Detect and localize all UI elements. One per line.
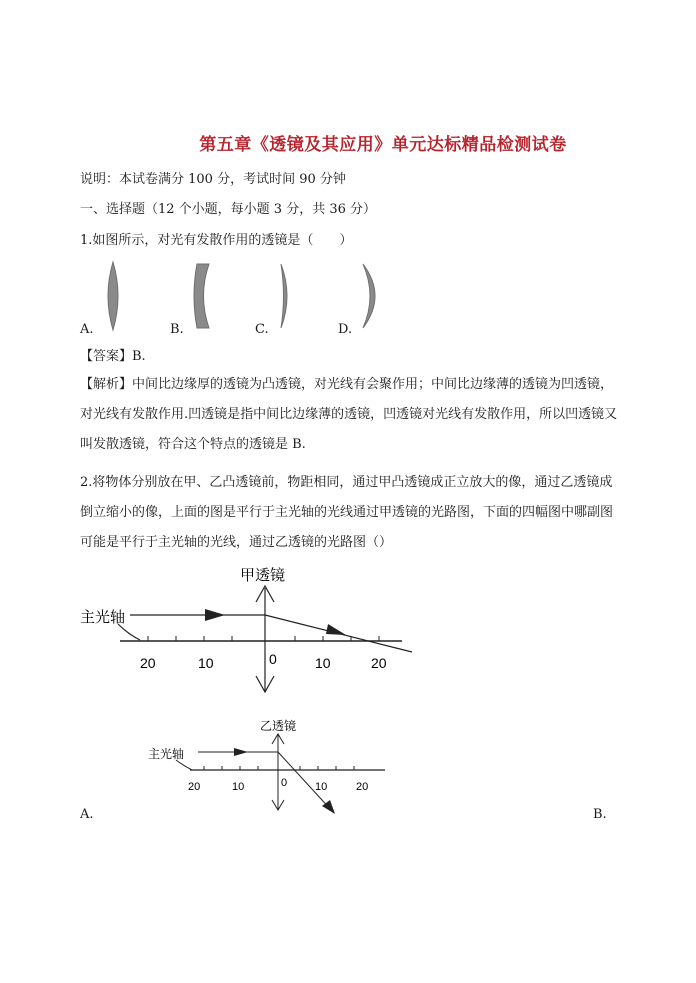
- axis-pointer-1: [118, 624, 140, 640]
- tick-label: 20: [140, 655, 156, 671]
- lens-b-concave: [194, 264, 209, 328]
- question-2: 2.将物体分别放在甲、乙凸透镜前，物距相同，通过甲凸透镜成正立放大的像，通过乙透镜成倒立缩小的像，上面的图是平行于主光轴的光线通过甲透镜的光路图，下面的四幅图中哪副图可能是平行于主光轴的光线，通过乙透镜的光路图（）: [80, 475, 614, 550]
- lens-a-convex: [108, 262, 118, 330]
- tick-label: 0: [269, 651, 277, 667]
- tick-label: 20: [356, 781, 369, 793]
- lens-d-meniscus: [363, 264, 375, 328]
- analysis-1: 【解析】中间比边缘厚的透镜为凸透镜，对光线有会聚作用；中间比边缘薄的透镜为凹透镜，对光线有发散作用.凹透镜是指中间比边缘薄的透镜，凹透镜对光线有发散作用，所以凹透镜又叫发散透镜，符合这个特点的透镜是 B.: [80, 377, 618, 452]
- section-heading: 一、选择题（12 个小题，每小题 3 分，共 36 分）: [80, 202, 377, 217]
- option-a-label: A.: [80, 322, 94, 337]
- ray-arrow-1: [205, 609, 225, 621]
- question-1: 1.如图所示，对光有发散作用的透镜是（ ）: [80, 233, 353, 248]
- tick-label: 10: [315, 781, 328, 793]
- ray-arrow-3: [234, 748, 248, 756]
- lens-yi-diagram: [140, 712, 390, 822]
- exam-note: 说明：本试卷满分 100 分，考试时间 90 分钟: [80, 172, 346, 187]
- tick-label: 10: [315, 655, 331, 671]
- lens-yi-label: 乙透镜: [260, 719, 297, 733]
- tick-label: 20: [188, 781, 201, 793]
- option-c-label: C.: [255, 322, 269, 337]
- axis-label-1: 主光轴: [80, 609, 126, 626]
- lens-jia-label: 甲透镜: [240, 567, 286, 584]
- tick-label: 0: [281, 777, 288, 789]
- option-b-label: B.: [170, 322, 184, 337]
- q2-option-a-label: A.: [80, 807, 94, 822]
- ray-arrow-2: [326, 624, 346, 635]
- lens-c-plano-convex: [281, 264, 287, 328]
- q2-option-b-label: B.: [593, 807, 607, 822]
- page-title: 第五章《透镜及其应用》单元达标精品检测试卷: [199, 135, 567, 155]
- axis-label-2: 主光轴: [148, 747, 185, 761]
- lens-jia-diagram: [80, 560, 420, 700]
- tick-label: 10: [232, 781, 245, 793]
- option-d-label: D.: [338, 322, 353, 337]
- answer-1: 【答案】B.: [80, 349, 146, 364]
- tick-label: 20: [371, 655, 387, 671]
- tick-label: 10: [198, 655, 214, 671]
- axis-pointer-2: [176, 760, 192, 770]
